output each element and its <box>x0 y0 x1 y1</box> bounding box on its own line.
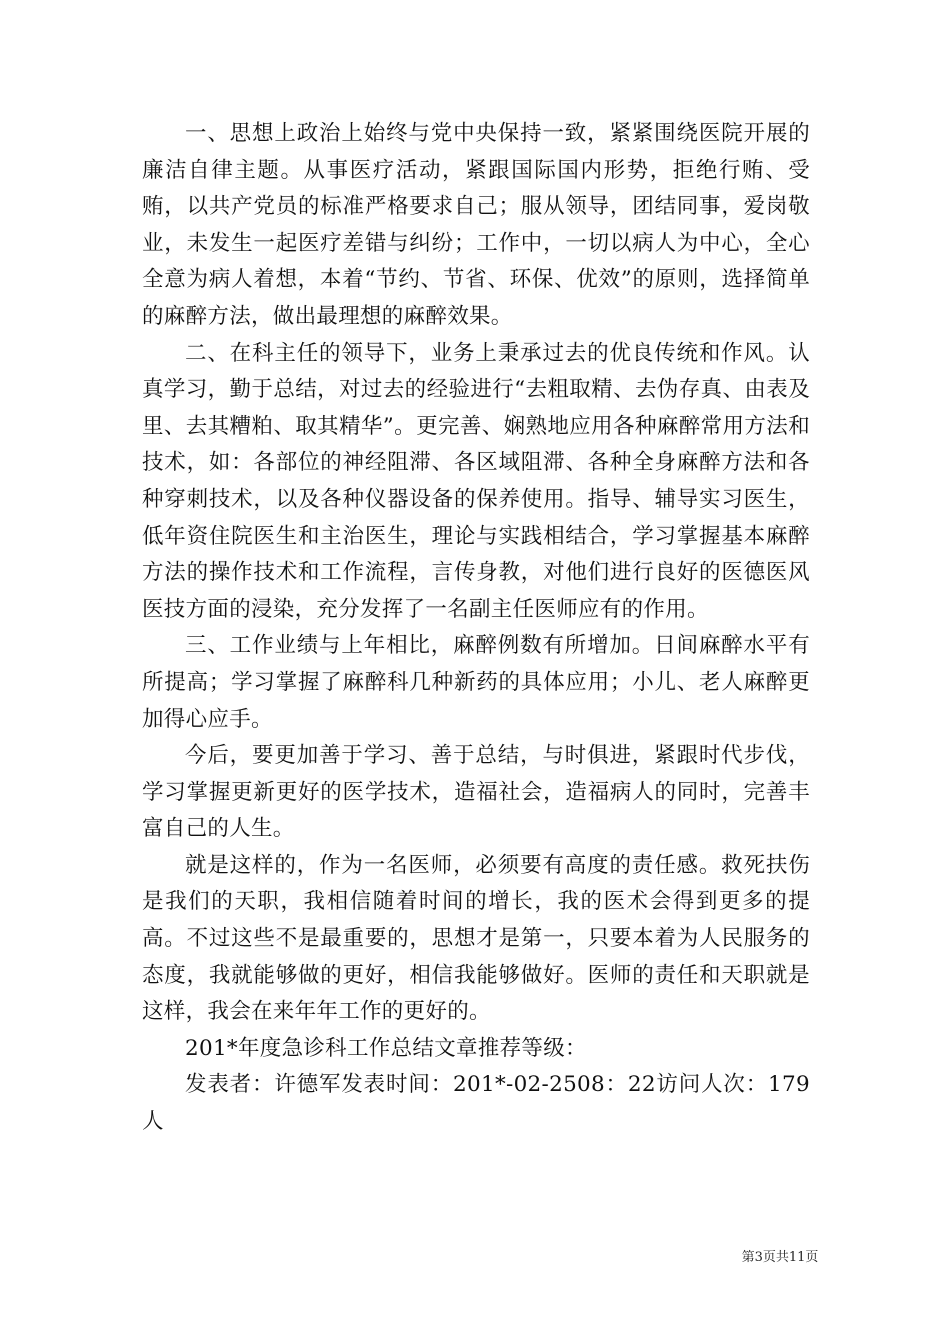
paragraph-2: 二、在科主任的领导下，业务上秉承过去的优良传统和作风。认真学习，勤于总结，对过去的经验进行“去粗取精、去伪存真、由表及里、去其糟粕、取其精华”。更完善、娴熟地应用各种麻醉常用方法和技术，如：各部位的神经阻滞、各区域阻滞、各种全身麻醉方法和各种穿刺技术，以及各种仪器设备的保养使用。指导、辅导实习医生，低年资住院医生和主治医生，理论与实践相结合，学习掌握基本麻醉方法的操作技术和工作流程，言传身教，对他们进行良好的医德医风医技方面的浸染，充分发挥了一名副主任医师应有的作用。 <box>142 340 810 622</box>
article-rating-line: 201*年度急诊科工作总结文章推荐等级： <box>185 1035 587 1061</box>
publish-info-line: 发表者：许德军发表时间：201*-02-2508：22访问人次：179人 <box>142 1072 810 1135</box>
page-number-footer: 第3页共11页 <box>741 1250 819 1265</box>
paragraph-5: 就是这样的，作为一名医师，必须要有高度的责任感。救死扶伤是我们的天职，我相信随着时间的增长，我的医术会得到更多的提高。不过这些不是最重要的，思想才是第一，只要本着为人民服务的态度，我就能够做的更好，相信我能够做好。医师的责任和天职就是这样，我会在来年年工作的更好的。 <box>142 852 810 1025</box>
paragraph-3: 三、工作业绩与上年相比，麻醉例数有所增加。日间麻醉水平有所提高；学习掌握了麻醉科几种新药的具体应用；小儿、老人麻醉更加得心应手。 <box>142 633 810 732</box>
document-body <box>142 116 810 1141</box>
paragraph-4: 今后，要更加善于学习、善于总结，与时俱进，紧跟时代步伐，学习掌握更新更好的医学技术，造福社会，造福病人的同时，完善丰富自己的人生。 <box>142 743 810 842</box>
paragraph-1: 一、思想上政治上始终与党中央保持一致，紧紧围绕医院开展的廉洁自律主题。从事医疗活动，紧跟国际国内形势，拒绝行贿、受贿，以共产党员的标准严格要求自己；服从领导，团结同事，爱岗敬业，未发生一起医疗差错与纠纷；工作中，一切以病人为中心，全心全意为病人着想，本着“节约、节省、环保、优效”的原则，选择简单的麻醉方法，做出最理想的麻醉效果。 <box>142 121 810 329</box>
